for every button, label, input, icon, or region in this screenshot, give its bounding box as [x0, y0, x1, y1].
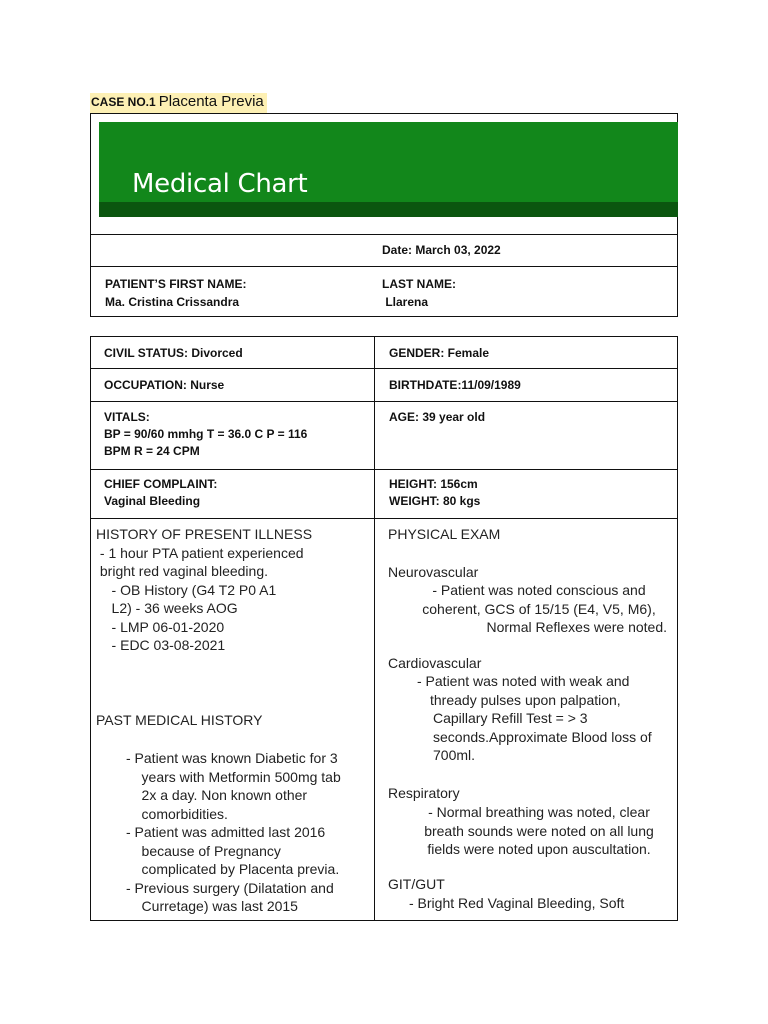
past-history-line: complicated by Placenta previa.: [126, 861, 340, 877]
vitals-label: VITALS:: [104, 410, 150, 424]
chief-complaint-label: CHIEF COMPLAINT:: [104, 477, 218, 491]
history-line: - OB History (G4 T2 P0 A1: [96, 581, 277, 598]
case-name: Placenta Previa: [158, 93, 264, 110]
divider: [91, 266, 677, 267]
history-line: L2) - 36 weeks AOG: [96, 600, 238, 616]
first-name-label: PATIENT’S FIRST NAME:: [105, 277, 247, 291]
past-history-line: 2x a day. Non known other: [126, 787, 308, 803]
chief-complaint-value: Vaginal Bleeding: [104, 494, 201, 508]
case-number: CASE NO.1: [91, 95, 156, 109]
past-history-line: comorbidities.: [126, 805, 228, 822]
history-line: - 1 hour PTA patient experienced: [96, 544, 304, 561]
cardio-block: [417, 672, 652, 765]
cardio-line: - Patient was noted with weak and: [417, 673, 630, 689]
past-history-line: - Patient was admitted last 2016: [126, 824, 326, 840]
cardio-line: thready pulses upon palpation,: [430, 691, 621, 708]
medical-chart-banner: [99, 122, 678, 217]
banner-title: Medical Chart: [132, 169, 308, 199]
cardio-heading: Cardiovascular: [388, 655, 482, 671]
chart-header-box: [90, 113, 678, 317]
history-line: bright red vaginal bleeding.: [96, 563, 269, 579]
chart-date: Date: March 03, 2022: [382, 243, 501, 257]
physical-exam-heading: PHYSICAL EXAM: [388, 526, 501, 542]
row-divider: [91, 469, 677, 470]
cardio-line: 700ml.: [433, 747, 476, 763]
civil-status: CIVIL STATUS: Divorced: [104, 346, 243, 360]
banner-strip: [99, 202, 678, 217]
last-name-label: LAST NAME:: [382, 277, 456, 291]
past-history-heading: PAST MEDICAL HISTORY: [96, 712, 263, 728]
height: HEIGHT: 156cm: [389, 477, 478, 491]
neuro-heading: Neurovascular: [388, 564, 479, 580]
column-divider: [374, 337, 375, 920]
respiratory-line: - Normal breathing was noted, clear: [428, 804, 650, 820]
respiratory-line: fields were noted upon auscultation.: [427, 841, 651, 857]
last-name-value: Llarena: [382, 295, 429, 309]
neuro-line: Normal Reflexes were noted.: [486, 619, 667, 635]
row-divider: [91, 368, 677, 369]
git-block: [409, 894, 624, 913]
past-history-list: [126, 749, 341, 916]
neuro-block: [411, 581, 667, 637]
row-divider: [91, 518, 677, 519]
cardio-line: Capillary Refill Test = > 3: [433, 710, 588, 726]
cardio-line: seconds.Approximate Blood loss of: [433, 728, 652, 745]
occupation: OCCUPATION: Nurse: [104, 378, 225, 392]
respiratory-line: breath sounds were noted on all lung: [424, 822, 654, 839]
neuro-line: - Patient was noted conscious and: [432, 582, 646, 598]
history-heading: HISTORY OF PRESENT ILLNESS: [96, 526, 313, 542]
case-title: [90, 93, 267, 113]
height-weight-block: [389, 476, 480, 510]
respiratory-heading: Respiratory: [388, 785, 460, 801]
git-line: - Bright Red Vaginal Bleeding, Soft: [409, 895, 625, 911]
gender: GENDER: Female: [389, 346, 490, 360]
last-name-block: [382, 275, 456, 311]
vitals-block: [104, 409, 307, 460]
history-section: [96, 525, 312, 655]
past-history-line: - Patient was known Diabetic for 3: [126, 750, 338, 766]
history-line: - LMP 06-01-2020: [96, 618, 225, 635]
first-name-block: [105, 275, 247, 311]
respiratory-block: [413, 803, 665, 859]
first-name-value: Ma. Cristina Crissandra: [105, 295, 240, 309]
neuro-line: coherent, GCS of 15/15 (E4, V5, M6),: [422, 600, 656, 617]
past-history-line: - Previous surgery (Dilatation and: [126, 879, 334, 896]
history-line: - EDC 03-08-2021: [96, 637, 226, 653]
divider: [91, 234, 677, 235]
vitals-line: BP = 90/60 mmhg T = 36.0 C P = 116: [104, 427, 308, 441]
birthdate: BIRTHDATE:11/09/1989: [389, 378, 521, 392]
vitals-line: BPM R = 24 CPM: [104, 444, 200, 458]
past-history-line: years with Metformin 500mg tab: [126, 768, 341, 785]
age: AGE: 39 year old: [389, 410, 486, 424]
row-divider: [91, 401, 677, 402]
chief-complaint-block: [104, 476, 217, 510]
past-history-line: Curretage) was last 2015: [126, 898, 298, 914]
patient-info-table: [90, 336, 678, 921]
git-heading: GIT/GUT: [388, 876, 445, 892]
weight: WEIGHT: 80 kgs: [389, 494, 481, 508]
past-history-line: because of Pregnancy: [126, 842, 281, 859]
